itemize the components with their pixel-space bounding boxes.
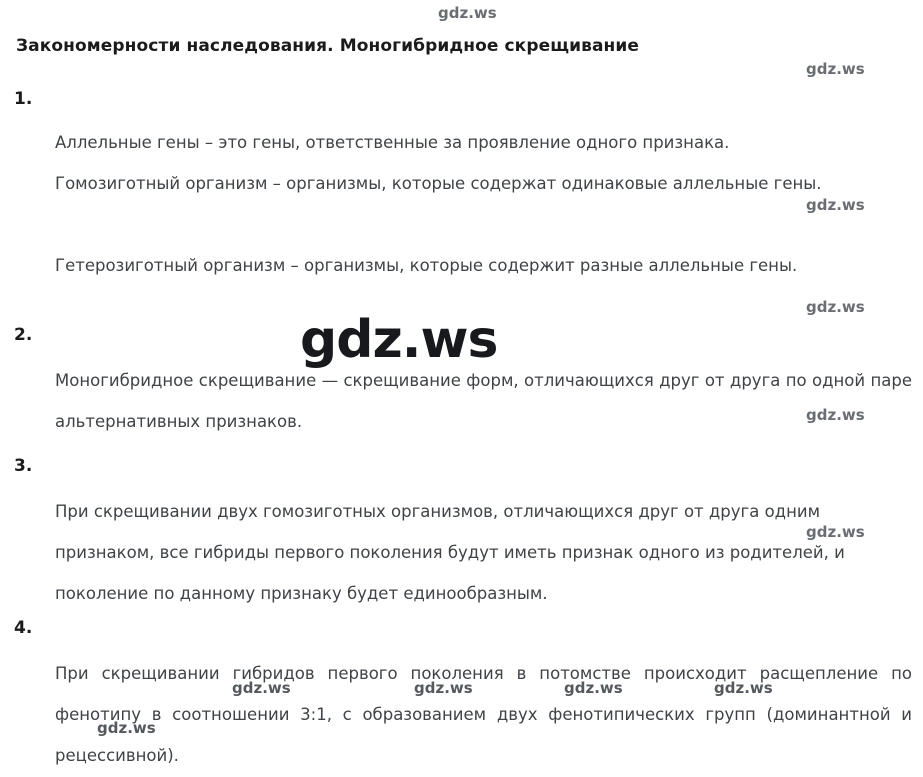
answer-2-paragraph-1: Моногибридное скрещивание — скрещивание форм, отличающихся друг от друга по одной паре альтернативных признаков. [55, 371, 912, 431]
watermark-right-5: gdz.ws [806, 523, 865, 541]
page-title: Закономерности наследования. Моногибридное скрещивание [16, 36, 640, 56]
watermark-right-3: gdz.ws [806, 298, 865, 316]
watermark-bottom-5: gdz.ws [97, 719, 156, 737]
answer-3-paragraph-1: При скрещивании двух гомозиготных организмов, отличающихся друг от друга одним признаком, все гибриды первого поколения будут иметь признак одного из родителей, и поколение по данному признаку будет единообразным. [55, 502, 845, 603]
watermark-bottom-2: gdz.ws [414, 679, 473, 697]
answer-1-paragraph-2: Гомозиготный организм – организмы, которые содержат одинаковые аллельные гены. [55, 174, 822, 193]
watermark-bottom-1: gdz.ws [232, 679, 291, 697]
watermark-center-big: gdz.ws [300, 310, 498, 370]
watermark-bottom-3: gdz.ws [564, 679, 623, 697]
watermark-right-2: gdz.ws [806, 196, 865, 214]
question-number-4: 4. [14, 618, 33, 638]
question-number-3: 3. [14, 456, 33, 476]
question-number-1: 1. [14, 89, 33, 109]
watermark-right-4: gdz.ws [806, 406, 865, 424]
answer-1-paragraph-3: Гетерозиготный организм – организмы, которые содержит разные аллельные гены. [55, 256, 798, 275]
watermark-top: gdz.ws [438, 4, 497, 22]
watermark-bottom-4: gdz.ws [714, 679, 773, 697]
watermark-right-1: gdz.ws [806, 60, 865, 78]
question-number-2: 2. [14, 325, 33, 345]
answer-1-paragraph-1: Аллельные гены – это гены, ответственные за проявление одного признака. [55, 133, 730, 152]
answer-4-paragraph-1: При скрещивании гибридов первого поколения в потомстве происходит расщепление по фенотипу в соотношении 3:1, с образованием двух фенотипических групп (доминантной и рецессивной). [55, 664, 912, 765]
